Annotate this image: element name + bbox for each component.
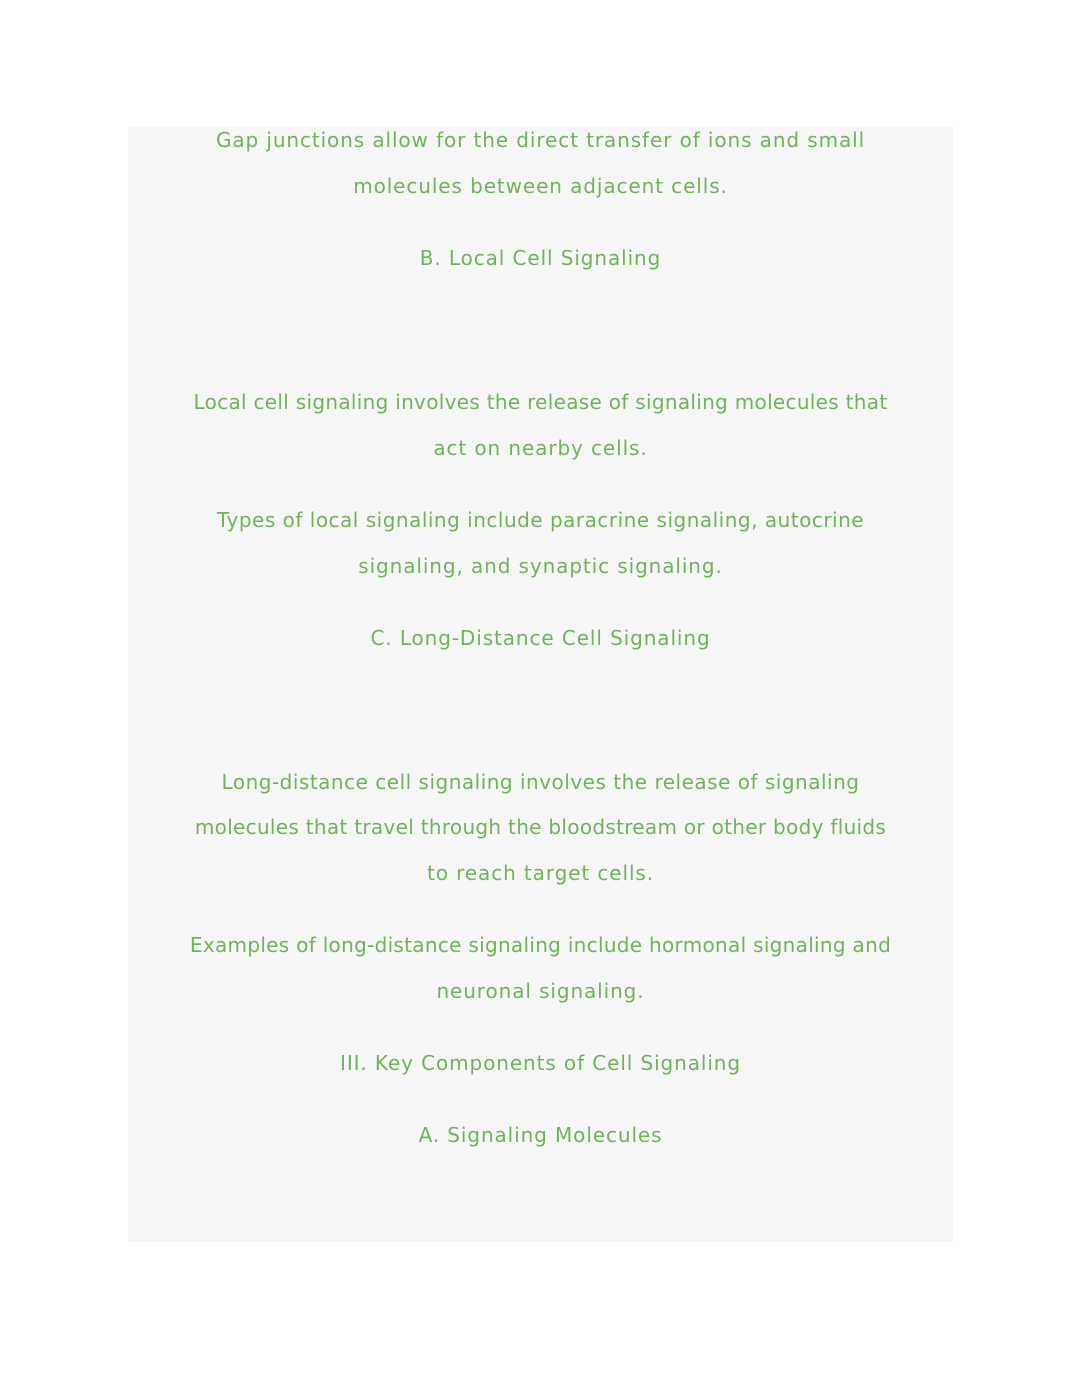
paragraph-long-distance-line-1: Long-distance cell signaling involves the release of signaling [221, 770, 860, 794]
paragraph-long-distance-line-2: molecules that travel through the bloodstream or other body fluids [194, 815, 887, 839]
paragraph-long-distance-examples-line-1: Examples of long-distance signaling include hormonal signaling and [189, 933, 892, 957]
paragraph-gap-junctions-line-2: molecules between adjacent cells. [353, 174, 728, 198]
paragraph-local-signaling-line-1: Local cell signaling involves the release of signaling molecules that [193, 390, 888, 414]
paragraph-local-types-line-1: Types of local signaling include paracrine signaling, autocrine [216, 508, 865, 532]
paragraph-long-distance-line-3: to reach target cells. [427, 861, 654, 885]
paragraph-long-distance-examples-line-2: neuronal signaling. [436, 979, 645, 1003]
paragraph-local-types-line-2: signaling, and synaptic signaling. [358, 554, 723, 578]
heading-key-components: III. Key Components of Cell Signaling [340, 1051, 741, 1075]
heading-long-distance-cell-signaling: C. Long-Distance Cell Signaling [370, 626, 711, 650]
document-panel [128, 127, 953, 1242]
heading-local-cell-signaling: B. Local Cell Signaling [419, 246, 662, 270]
paragraph-local-signaling-line-2: act on nearby cells. [433, 436, 648, 460]
heading-signaling-molecules: A. Signaling Molecules [418, 1123, 663, 1147]
paragraph-gap-junctions-line-1: Gap junctions allow for the direct transfer of ions and small [215, 128, 866, 152]
